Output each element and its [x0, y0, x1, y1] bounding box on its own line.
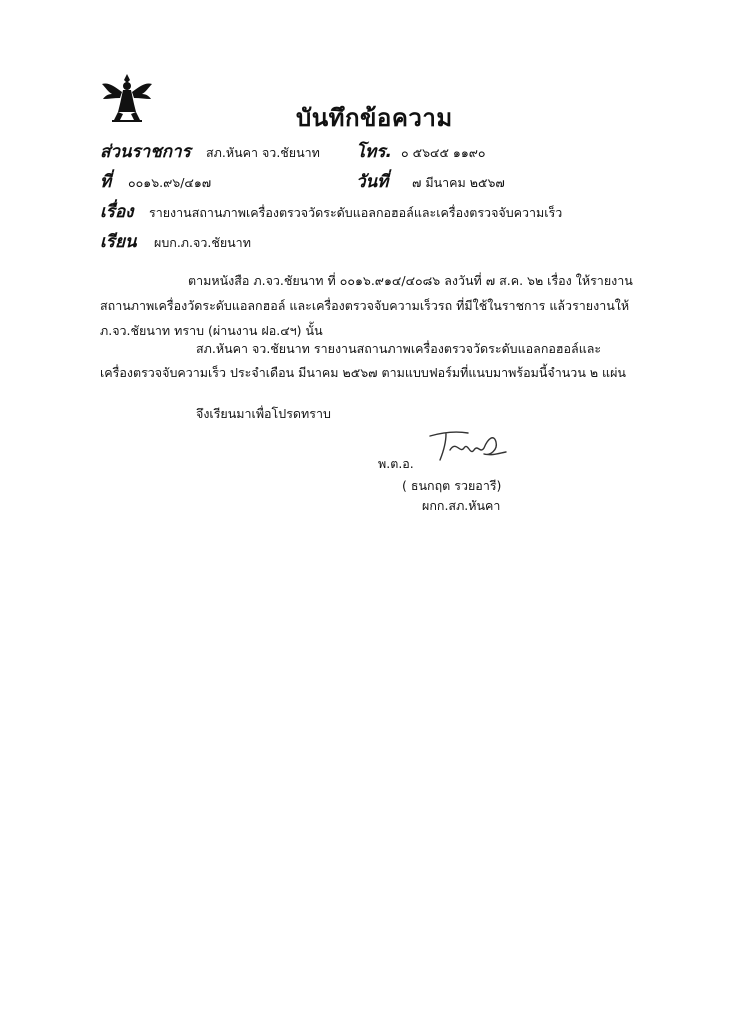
subject-value: รายงานสถานภาพเครื่องตรวจวัดระดับแอลกอฮอล์และเครื่องตรวจจับความเร็ว [149, 205, 563, 220]
date-label: วันที่ [356, 172, 389, 192]
department-label: ส่วนราชการ [100, 142, 191, 162]
addressee-value: ผบก.ภ.จว.ชัยนาท [154, 235, 251, 250]
body-paragraph-1-line-2: สถานภาพเครื่องวัดระดับแอลกฮอล์ และเครื่องตรวจจับความเร็วรถ ที่มีใช้ในราชการ แล้วรายงานให้ [100, 298, 630, 313]
body-paragraph-1-line-1: ตามหนังสือ ภ.จว.ชัยนาท ที่ ๐๐๑๖.๙๑๔/๔๐๘๖ ลงวันที่ ๗ ส.ค. ๖๒ เรื่อง ให้รายงาน [188, 273, 633, 288]
body-paragraph-2-line-2: เครื่องตรวจจับความเร็ว ประจำเดือน มีนาคม ๒๕๖๗ ตามแบบฟอร์มที่แนบมาพร้อมนี้จำนวน ๒ แผ่น [100, 365, 626, 380]
reference-label: ที่ [100, 172, 112, 192]
reference-value: ๐๐๑๖.๙๖/๔๑๗ [128, 175, 212, 190]
body-paragraph-1-line-3: ภ.จว.ชัยนาท ทราบ (ผ่านงาน ฝอ.๔ฯ) นั้น [100, 323, 323, 338]
signer-name: ( ธนกฤต รวยอารี) [402, 478, 502, 493]
phone-label: โทร. [356, 142, 392, 162]
phone-value: ๐ ๕๖๔๕ ๑๑๙๐ [401, 145, 486, 160]
garuda-emblem-icon [100, 72, 154, 124]
signer-rank: พ.ต.อ. [378, 456, 414, 471]
date-value: ๗ มีนาคม ๒๕๖๗ [412, 175, 505, 190]
signer-position: ผกก.สภ.หันคา [422, 498, 501, 513]
subject-label: เรื่อง [100, 202, 134, 222]
signature-icon [424, 426, 508, 466]
department-value: สภ.หันคา จว.ชัยนาท [206, 145, 320, 160]
body-paragraph-2-line-1: สภ.หันคา จว.ชัยนาท รายงานสถานภาพเครื่องตรวจวัดระดับแอลกอฮอล์และ [196, 341, 602, 356]
closing-line: จึงเรียนมาเพื่อโปรดทราบ [196, 406, 331, 421]
addressee-label: เรียน [100, 232, 137, 252]
page-title: บันทึกข้อความ [296, 104, 453, 132]
